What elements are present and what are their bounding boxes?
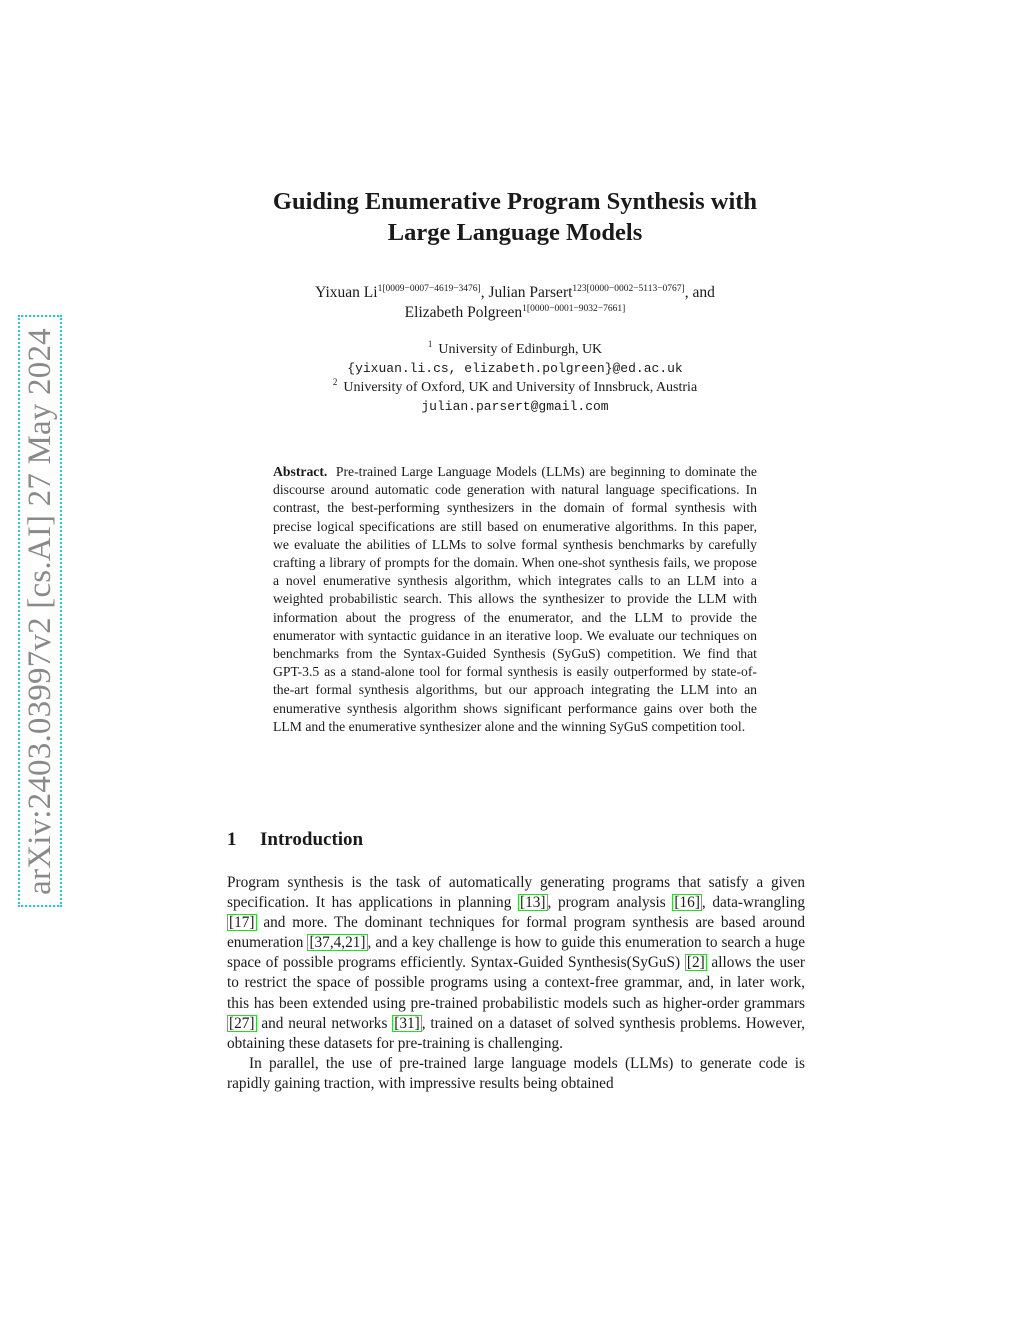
title-line-1: Guiding Enumerative Program Synthesis with [272, 188, 758, 215]
author-orcid[interactable]: 1[0009−0007−4619−3476] [377, 284, 481, 294]
author-name: Elizabeth Polgreen [404, 304, 523, 321]
citation-link[interactable]: [17] [229, 914, 255, 932]
citation-link[interactable]: [13] [520, 894, 546, 912]
affiliation-2-email[interactable]: julian.parsert@gmail.com [421, 399, 609, 414]
title-line-2: Large Language Models [387, 219, 643, 246]
section-heading [227, 829, 363, 851]
paragraph-text: allows the user to restrict the space of possible programs using a context-free grammar, and, in later work, this has been extended using pre-trained probabilistic models such as higher-order grammars [227, 954, 805, 1012]
paragraph-text: , trained on a dataset of solved synthesis problems. However, obtaining these datasets for pre-training is challenging. [227, 1014, 805, 1052]
paragraph-text: , data-wrangling [701, 894, 806, 912]
paragraph: In parallel, the use of pre-trained large language models (LLMs) to generate code is rapidly gaining traction, with impressive results being obtained [227, 1054, 805, 1092]
section-number: 1 [227, 829, 237, 850]
paragraph-text: , program analysis [547, 894, 673, 912]
citation-link[interactable]: [27] [229, 1014, 255, 1032]
arxiv-stamp[interactable] [18, 315, 62, 907]
affiliations [200, 340, 830, 416]
author-list [200, 283, 830, 323]
citation-link[interactable]: [16] [674, 894, 700, 912]
author-separator: , and [684, 284, 715, 301]
citation-link[interactable]: [31] [394, 1014, 420, 1032]
author-line-1 [200, 283, 830, 303]
affiliation-marker: 2 [332, 377, 338, 387]
arxiv-id[interactable]: arXiv:2403.03997v2 [cs.AI] 27 May 2024 [21, 327, 58, 895]
paragraph-text: and neural networks [256, 1014, 393, 1032]
abstract-text: Pre-trained Large Language Models (LLMs) are beginning to dominate the discourse around automatic code generation with natural language specifications. In contrast, the best-performing synthesizers in the domain of formal synthesis with precise logical specifications are still based on enumerative algorithms. In this paper, we evaluate the abilities of LLMs to solve formal synthesis benchmarks by carefully crafting a library of prompts for the domain. When one-shot synthesis fails, we propose a novel enumerative synthesis algorithm, which integrates calls to an LLM into a weighted probabilistic search. This allows the synthesizer to provide the LLM with information about the progress of the enumerator, and the LLM to provide the enumerator with syntactic guidance in an iterative loop. We evaluate our techniques on benchmarks from the Syntax-Guided Synthesis (SyGuS) competition. We find that GPT-3.5 as a stand-alone tool for formal synthesis is easily outperformed by state-of-the-art formal synthesis algorithms, but our approach integrating the LLM into an enumerative synthesis algorithm shows significant performance gains over both the LLM and the enumerative synthesizer alone and the winning SyGuS competition tool. [273, 464, 758, 734]
affiliation-1 [200, 340, 830, 359]
abstract-label: Abstract. [273, 464, 328, 479]
introduction-body [227, 873, 805, 1094]
section-title: Introduction [260, 829, 364, 850]
paragraph-text: and more. The dominant techniques for formal program synthesis are based around enumeration [227, 914, 805, 952]
paragraph-text: , and a key challenge is how to guide this enumeration to search a huge space of possible programs efficiently. Syntax-Guided Synthesis(SyGuS) [227, 934, 806, 972]
affiliation-name: University of Oxford, UK and University of Innsbruck, Austria [343, 380, 698, 395]
affiliation-2 [200, 378, 830, 397]
citation-link[interactable]: [2] [686, 954, 705, 972]
author-name: Julian Parsert [488, 284, 573, 301]
abstract [273, 463, 757, 736]
paragraph-text: Program synthesis is the task of automatically generating programs that satisfy a given specification. It has applications in planning [227, 874, 805, 912]
citation-link[interactable]: [37,4,21] [309, 934, 366, 952]
author-orcid[interactable]: 1[0000−0001−9032−7661] [522, 304, 626, 314]
affiliation-marker: 1 [427, 339, 433, 349]
paragraph [227, 873, 805, 1054]
affiliation-1-email[interactable]: {yixuan.li.cs, elizabeth.polgreen}@ed.ac.uk [347, 361, 683, 376]
affiliation-name: University of Edinburgh, UK [438, 342, 603, 357]
author-line-2 [200, 303, 830, 323]
paper-title [200, 186, 830, 248]
author-name: Yixuan Li [315, 284, 378, 301]
author-orcid[interactable]: 123[0000−0002−5113−0767] [572, 284, 685, 294]
author-separator: , [480, 284, 489, 301]
